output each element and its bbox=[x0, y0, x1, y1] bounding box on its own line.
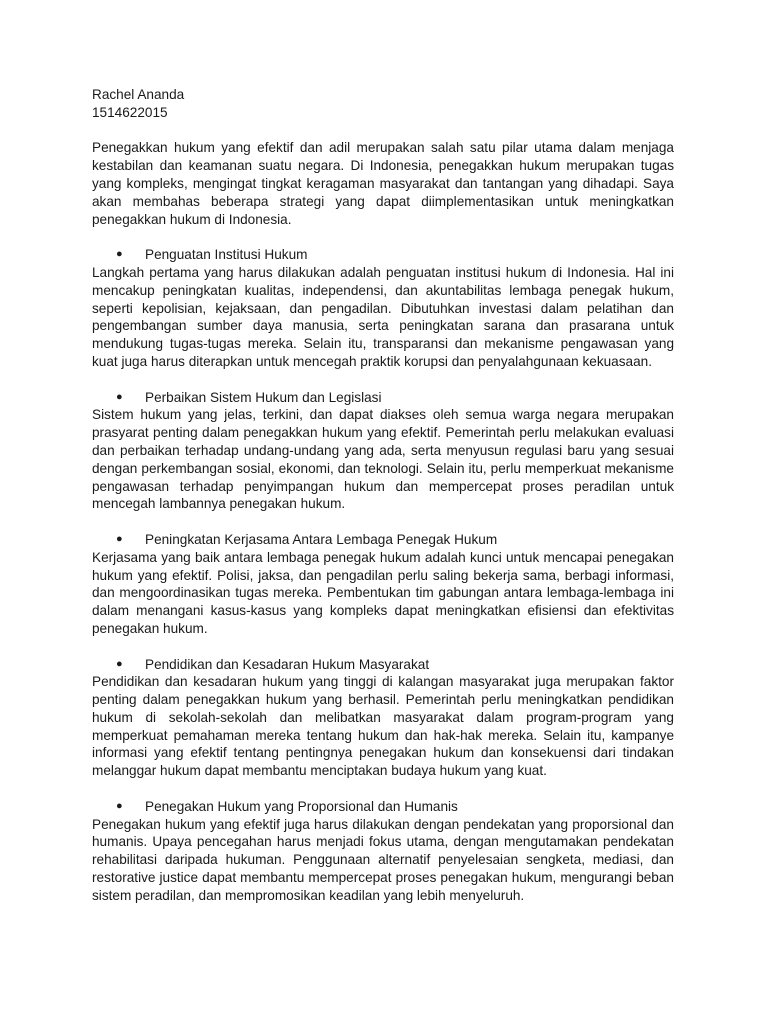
section-heading bbox=[92, 656, 674, 674]
intro-paragraph: Penegakkan hukum yang efektif dan adil merupakan salah satu pilar utama dalam menjaga kestabilan dan keamanan suatu negara. Di Indonesia, penegakkan hukum merupakan tugas yang kompleks, mengingat tingkat keragaman masyarakat dan tantangan yang dihadapi. Saya akan membahas beberapa strategi yang dapat diimplementasikan untuk meningkatkan penegakkan hukum di Indonesia. bbox=[92, 140, 674, 227]
section-body: Sistem hukum yang jelas, terkini, dan dapat diakses oleh semua warga negara merupakan prasyarat penting dalam penegakkan hukum yang efektif. Pemerintah perlu melakukan evaluasi dan perbaikan terhadap undang-undang yang ada, serta menyusun regulasi baru yang sesuai dengan perkembangan sosial, ekonomi, dan teknologi. Selain itu, perlu memperkuat mekanisme pengawasan terhadap penyimpangan hukum dan mempercepat proses peradilan untuk mencegah lambannya penegakan hukum. bbox=[92, 407, 674, 512]
section-heading-text: Peningkatan Kerjasama Antara Lembaga Penegak Hukum bbox=[145, 531, 498, 547]
section-heading-text: Perbaikan Sistem Hukum dan Legislasi bbox=[145, 389, 382, 405]
section-heading bbox=[92, 798, 674, 816]
section-pendidikan-kesadaran bbox=[92, 656, 674, 781]
section-body: Pendidikan dan kesadaran hukum yang tinggi di kalangan masyarakat juga merupakan faktor penting dalam penegakkan hukum yang berhasil. Pemerintah perlu meningkatkan pendidikan hukum di sekolah-sekolah dan melibatkan masyarakat dalam program-program yang memperkuat pemahaman mereka tentang hukum dan hak-hak mereka. Selain itu, kampanye informasi yang efektif tentang pentingnya penegakan hukum dan konsekuensi dari tindakan melanggar hukum dapat membantu menciptakan budaya hukum yang kuat. bbox=[92, 674, 674, 779]
section-body: Langkah pertama yang harus dilakukan adalah penguatan institusi hukum di Indonesia. Hal ini mencakup peningkatan kualitas, independensi, dan akuntabilitas lembaga penegak hukum, seperti kepolisian, kejaksaan, dan pengadilan. Dibutuhkan investasi dalam pelatihan dan pengembangan sumber daya manusia, serta peningkatan sarana dan prasarana untuk mendukung tugas-tugas mereka. Selain itu, transparansi dan mekanisme pengawasan yang kuat juga harus diterapkan untuk mencegah praktik korupsi dan penyalahgunaan kekuasaan. bbox=[92, 264, 674, 369]
section-proporsional-humanis bbox=[92, 798, 674, 905]
bullet-icon: ● bbox=[116, 657, 123, 670]
section-heading-text: Penegakan Hukum yang Proporsional dan Humanis bbox=[145, 798, 458, 814]
section-perbaikan-sistem bbox=[92, 389, 674, 514]
section-heading-text: Penguatan Institusi Hukum bbox=[145, 247, 308, 263]
bullet-icon: ● bbox=[116, 799, 123, 812]
bullet-icon: ● bbox=[116, 390, 123, 403]
bullet-icon: ● bbox=[116, 248, 123, 261]
section-body: Kerjasama yang baik antara lembaga penegak hukum adalah kunci untuk mencapai penegakan hukum yang efektif. Polisi, jaksa, dan pengadilan perlu saling bekerja sama, berbagi informasi, dan mengoordinasikan tugas mereka. Pembentukan tim gabungan antara lembaga-lembaga ini dalam menangani kasus-kasus yang kompleks dapat meningkatkan efisiensi dan efektivitas penegakan hukum. bbox=[92, 549, 674, 636]
section-heading-text: Pendidikan dan Kesadaran Hukum Masyarakat bbox=[145, 656, 430, 672]
author-name: Rachel Ananda bbox=[92, 87, 185, 102]
section-kerjasama-lembaga bbox=[92, 531, 674, 638]
section-body: Penegakan hukum yang efektif juga harus dilakukan dengan pendekatan yang proporsional dan humanis. Upaya pencegahan harus menjadi fokus utama, dengan mengutamakan pendekatan rehabilitasi daripada hukuman. Penggunaan alternatif penyelesaian sengketa, mediasi, dan restorative justice dapat membantu mempercepat proses penegakan hukum, mengurangi beban sistem peradilan, dan mempromosikan keadilan yang lebih menyeluruh. bbox=[92, 816, 674, 903]
section-heading bbox=[92, 389, 674, 407]
section-heading bbox=[92, 246, 674, 264]
bullet-icon: ● bbox=[116, 532, 123, 545]
document-page bbox=[92, 86, 674, 905]
section-heading bbox=[92, 531, 674, 549]
author-id: 1514622015 bbox=[92, 104, 168, 120]
section-penguatan-institusi bbox=[92, 246, 674, 371]
